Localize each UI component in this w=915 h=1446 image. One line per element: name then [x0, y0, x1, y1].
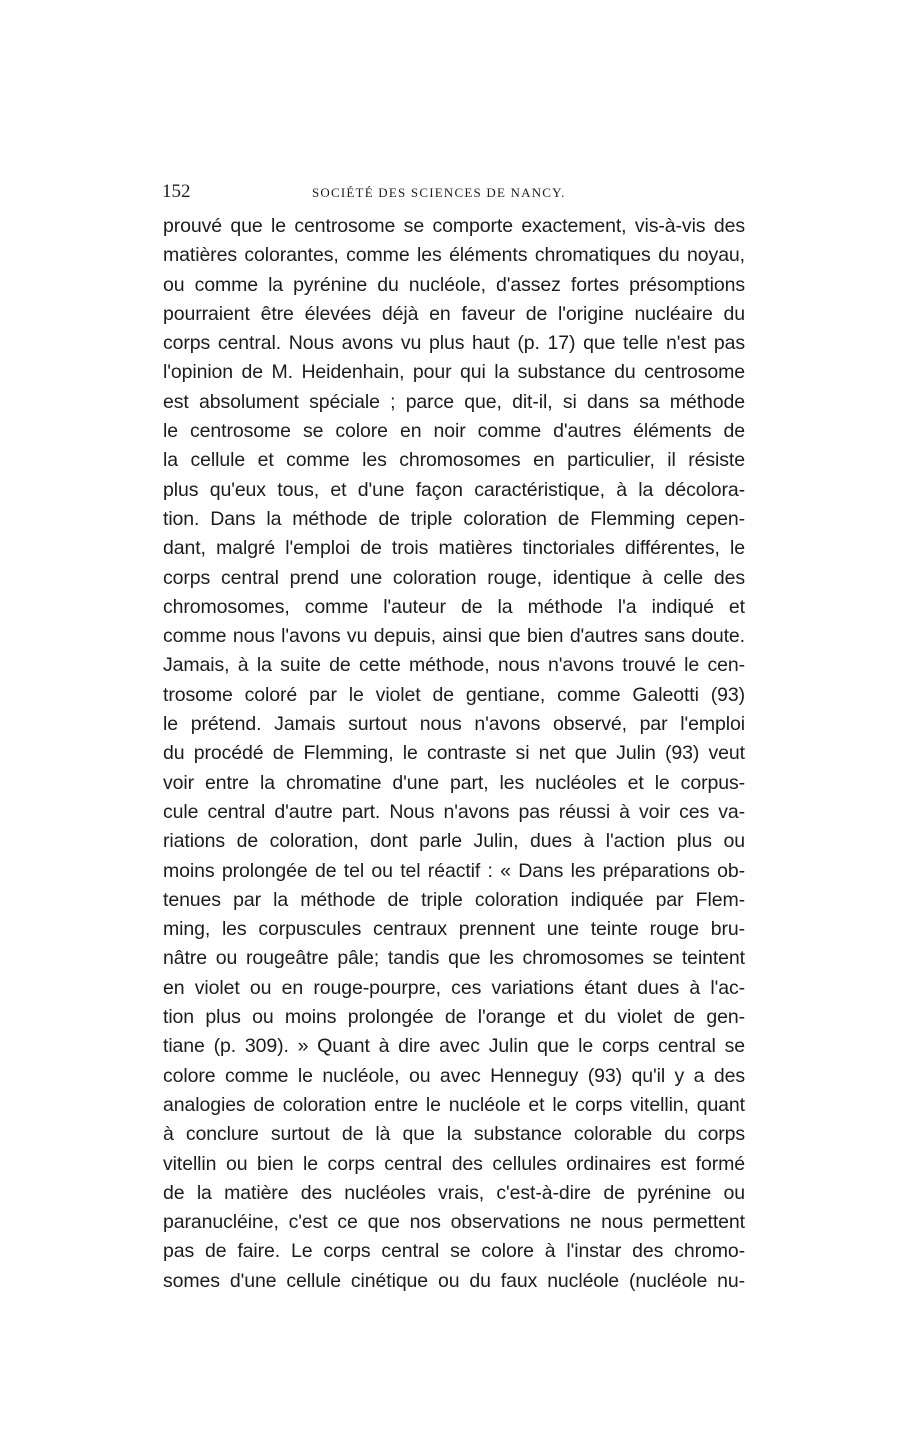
text-line: chromosomes, comme l'auteur de la méthode l'a indiqué et	[163, 595, 745, 618]
text-line: le centrosome se colore en noir comme d'autres éléments de	[163, 420, 745, 443]
text-line: nâtre ou rougeâtre pâle; tandis que les chromosomes se teintent	[163, 947, 745, 970]
text-line: Jamais, à la suite de cette méthode, nous n'avons trouvé le cen-	[163, 654, 745, 677]
text-line: tenues par la méthode de triple coloration indiquée par Flem-	[163, 888, 745, 911]
text-line: somes d'une cellule cinétique ou du faux nucléole (nucléole nu-	[163, 1269, 745, 1292]
running-head	[162, 180, 744, 204]
text-line: à conclure surtout de là que la substance colorable du corps	[163, 1123, 745, 1146]
text-line: dant, malgré l'emploi de trois matières tinctoriales différentes, le	[163, 537, 745, 560]
text-line: ming, les corpuscules centraux prennent une teinte rouge bru-	[163, 918, 745, 941]
text-line: de la matière des nucléoles vrais, c'est-à-dire de pyrénine ou	[163, 1181, 745, 1204]
text-line: analogies de coloration entre le nucléole et le corps vitellin, quant	[163, 1093, 745, 1116]
text-line: plus qu'eux tous, et d'une façon caractéristique, à la décolora-	[163, 478, 745, 501]
text-line: la cellule et comme les chromosomes en particulier, il résiste	[163, 449, 745, 472]
text-line: corps central prend une coloration rouge, identique à celle des	[163, 566, 745, 589]
text-line: prouvé que le centrosome se comporte exactement, vis-à-vis des	[163, 215, 745, 237]
text-line: riations de coloration, dont parle Julin, dues à l'action plus ou	[163, 830, 745, 853]
text-line: en violet ou en rouge-pourpre, ces variations étant dues à l'ac-	[163, 976, 745, 999]
text-line: l'opinion de M. Heidenhain, pour qui la substance du centrosome	[163, 361, 745, 384]
text-line: ou comme la pyrénine du nucléole, d'assez fortes présomptions	[163, 273, 745, 296]
text-line: pas de faire. Le corps central se colore à l'instar des chromo-	[163, 1240, 745, 1263]
text-line: vitellin ou bien le corps central des cellules ordinaires est formé	[163, 1152, 745, 1175]
text-line: pourraient être élevées déjà en faveur de l'origine nucléaire du	[163, 302, 745, 325]
text-line: tion. Dans la méthode de triple coloration de Flemming cepen-	[163, 507, 745, 530]
text-line: paranucléine, c'est ce que nos observations ne nous permettent	[163, 1211, 745, 1234]
text-line: matières colorantes, comme les éléments chromatiques du noyau,	[163, 244, 745, 267]
text-line: comme nous l'avons vu depuis, ainsi que bien d'autres sans doute.	[163, 625, 745, 648]
text-line: du procédé de Flemming, le contraste si net que Julin (93) veut	[163, 742, 745, 765]
body-text	[163, 212, 745, 1296]
running-head-title: SOCIÉTÉ DES SCIENCES DE NANCY.	[312, 185, 566, 200]
text-line: le prétend. Jamais surtout nous n'avons observé, par l'emploi	[163, 713, 745, 736]
text-line: tiane (p. 309). » Quant à dire avec Julin que le corps central se	[163, 1035, 745, 1058]
text-line: colore comme le nucléole, ou avec Henneguy (93) qu'il y a des	[163, 1064, 745, 1087]
text-line: corps central. Nous avons vu plus haut (p. 17) que telle n'est pas	[163, 332, 745, 355]
text-line: est absolument spéciale ; parce que, dit-il, si dans sa méthode	[163, 390, 745, 413]
text-line: trosome coloré par le violet de gentiane, comme Galeotti (93)	[163, 683, 745, 706]
text-line: cule central d'autre part. Nous n'avons pas réussi à voir ces va-	[163, 800, 745, 823]
text-line: moins prolongée de tel ou tel réactif : « Dans les préparations ob-	[163, 859, 745, 882]
text-line: tion plus ou moins prolongée de l'orange et du violet de gen-	[163, 1006, 745, 1029]
text-line: voir entre la chromatine d'une part, les nucléoles et le corpus-	[163, 771, 745, 794]
page-number: 152	[162, 181, 191, 202]
